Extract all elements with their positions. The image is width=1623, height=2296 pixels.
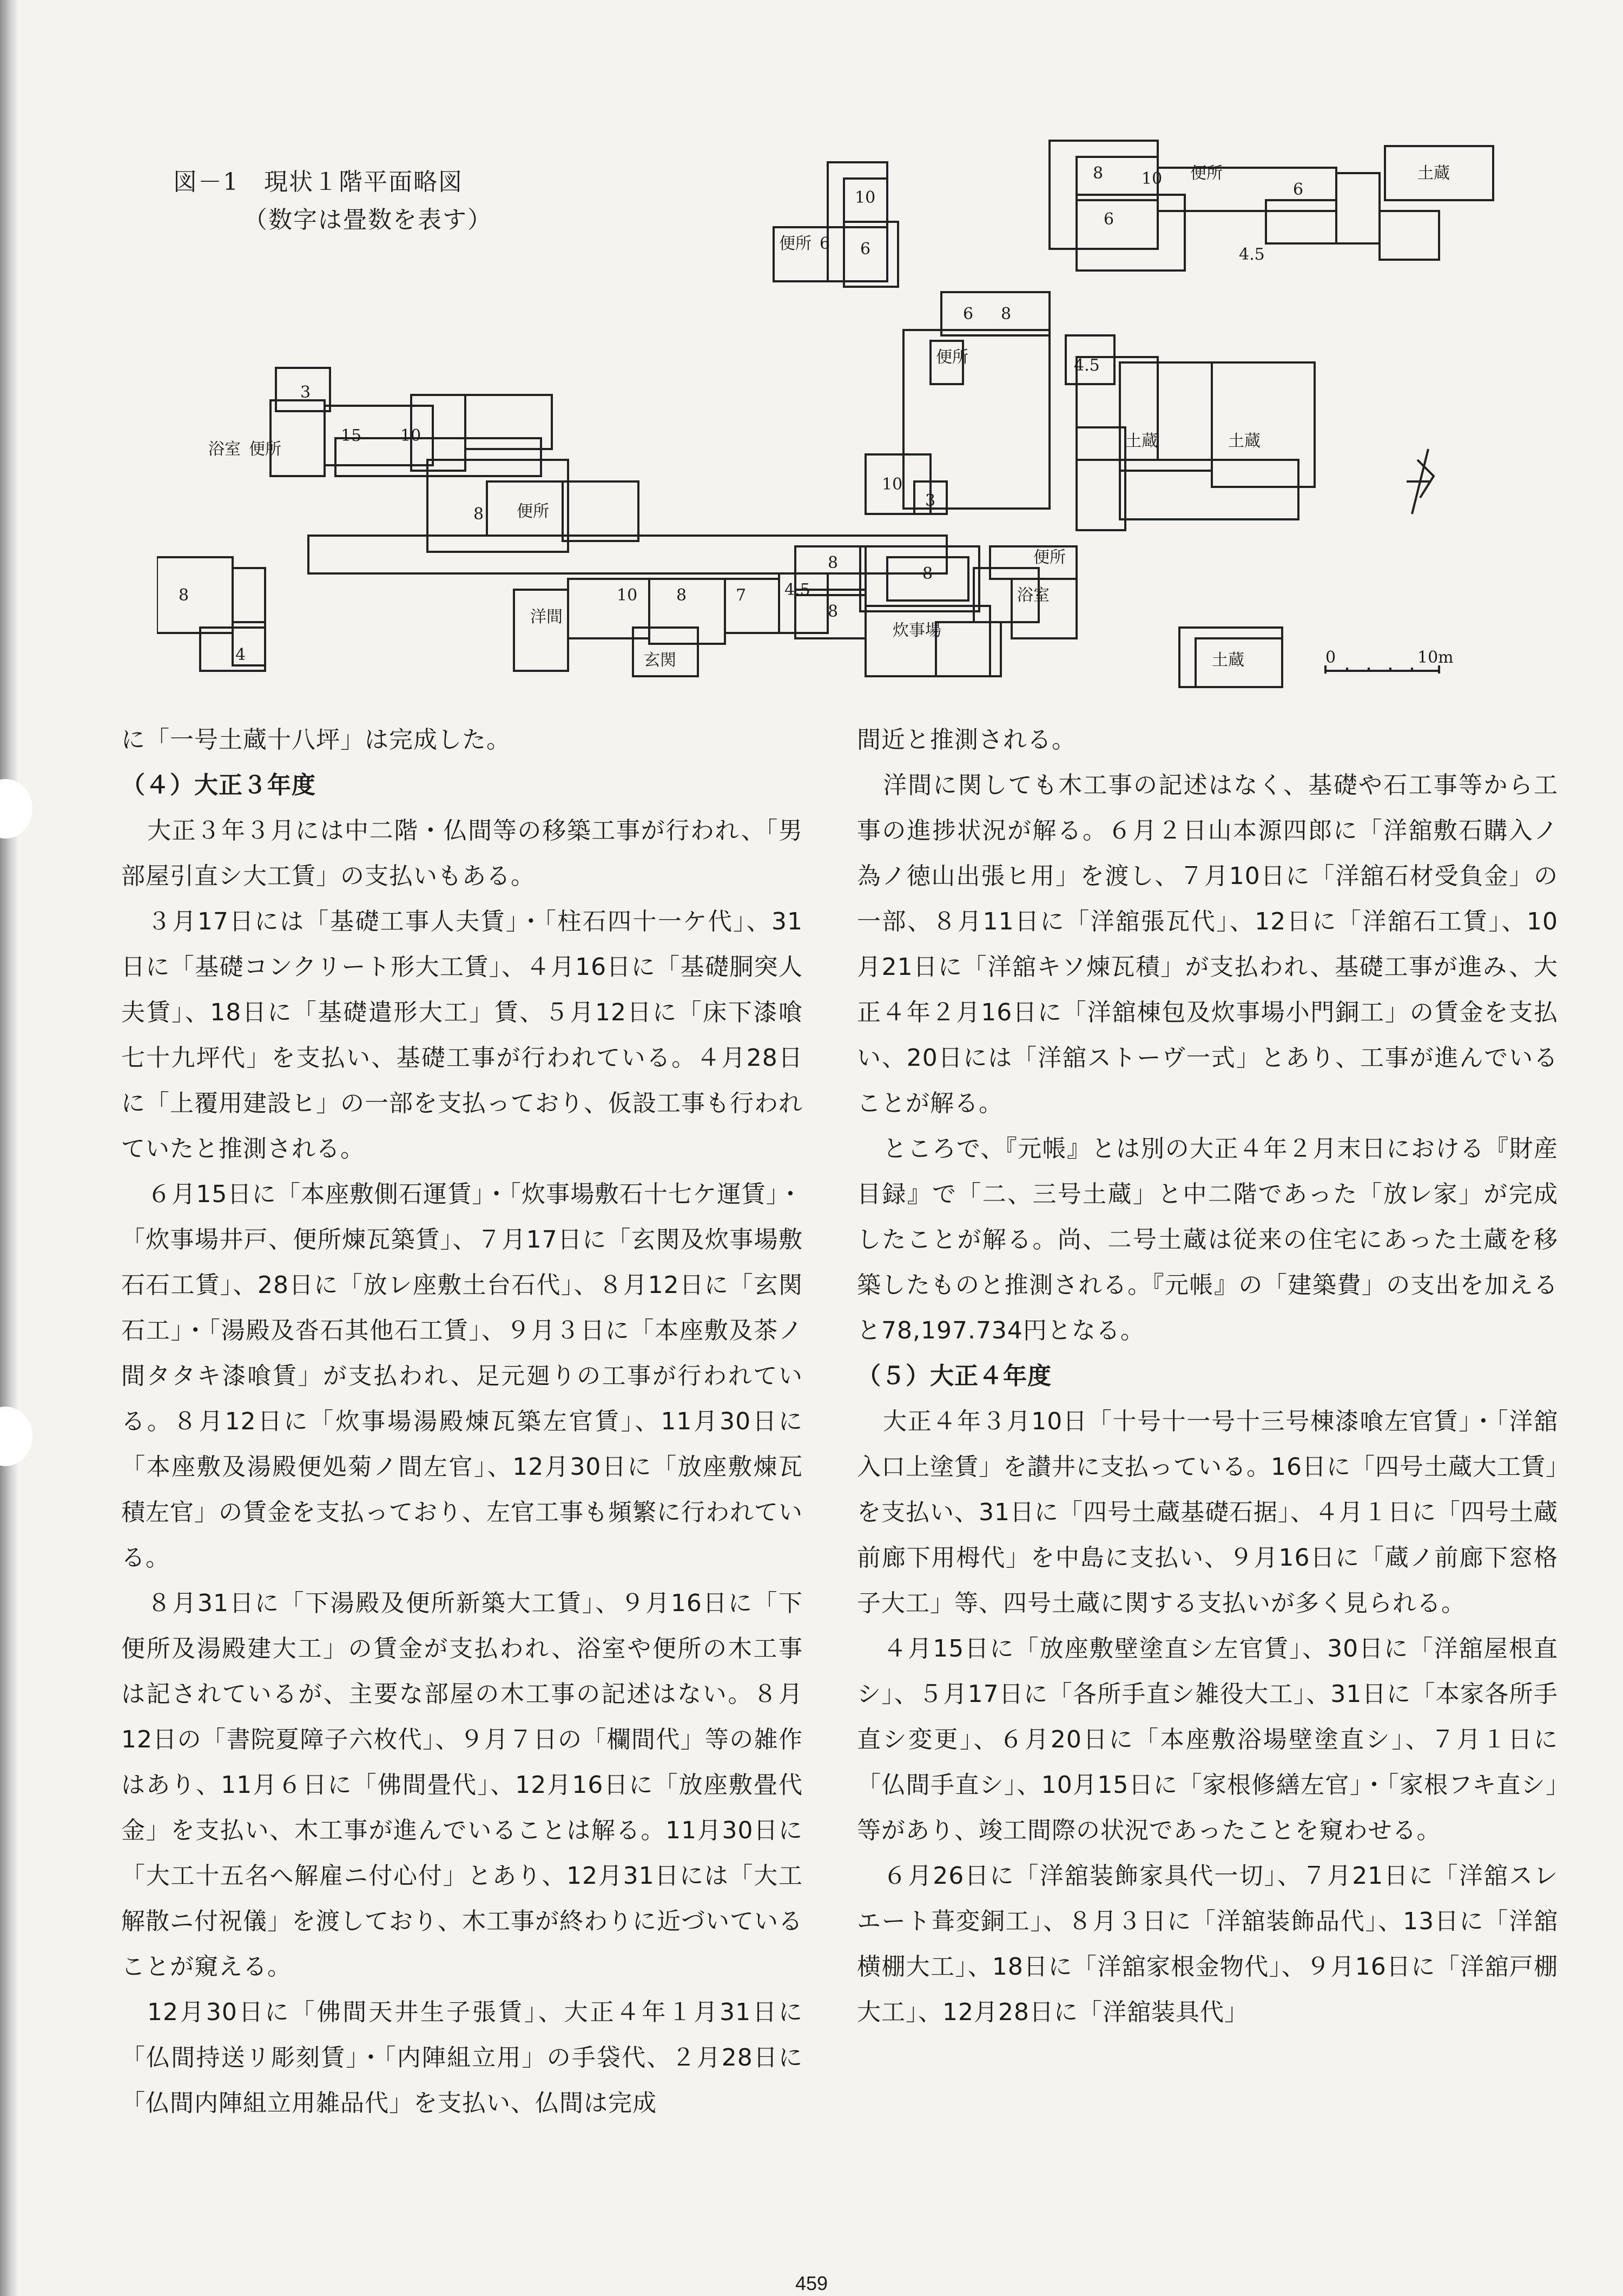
room-label: 4.5 — [1074, 356, 1100, 375]
north-arrow-icon — [1407, 449, 1434, 514]
room-label: 7 — [736, 586, 747, 605]
room-label: 浴室 — [208, 440, 241, 459]
paragraph: ３月17日には「基礎工事人夫賃」・「柱石四十一ケ代」、31日に「基礎コンクリート形大工賃」、４月16日に「基礎胴突人夫賃」、18日に「基礎遣形大工」賃、５月12日に「床下漆喰七十九坪代」を支払い、基礎工事が行われている。４月28日に「上覆用建設ヒ」の一部を支払っており、仮設工事も行われていたと推測される。 — [121, 908, 803, 1163]
room-label: 8 — [1001, 305, 1012, 324]
paragraph: 間近と推測される。 — [857, 726, 1076, 754]
room-label: 土蔵 — [1417, 164, 1450, 183]
room-label: 便所 — [1033, 548, 1066, 567]
page-edge-shadow — [0, 0, 18, 2296]
room-label: 8 — [179, 586, 189, 605]
room-label: 15 — [341, 426, 362, 445]
room-label: 土蔵 — [1228, 432, 1261, 451]
room-label: 4.5 — [784, 580, 810, 599]
left-text-column — [121, 717, 803, 2126]
room-label: 便所 — [249, 440, 281, 459]
paragraph: ６月15日に「本座敷側石運賃」・「炊事場敷石十七ケ運賃」・「炊事場井戸、便所煉瓦築賃」、７月17日に「玄関及炊事場敷石石工賃」、28日に「放レ座敷土台石代」、８月12日に「玄関石工」・「湯殿及沓石其他石工賃」、９月３日に「本座敷及茶ノ間タタキ漆喰賃」が支払われ、足元廻りの工事が行われている。８月12日に「炊事場湯殿煉瓦築左官賃」、11月30日に「本座敷及湯殿便処菊ノ間左官」、12月30日に「放座敷煉瓦積左官」の賃金を支払っており、左官工事も頻繁に行われている。 — [121, 1180, 803, 1572]
room-label: 8 — [1093, 164, 1104, 183]
paragraph: に「一号土蔵十八坪」は完成した。 — [121, 726, 511, 754]
room-label: 浴室 — [1017, 586, 1050, 605]
floor-plan-figure — [157, 124, 1563, 698]
room-label: 便所 — [779, 234, 812, 253]
room-label: 10 — [1142, 169, 1163, 188]
room-label: 3 — [925, 491, 936, 510]
figure-subtitle: （数字は畳数を表す） — [243, 206, 492, 234]
room-label: 炊事場 — [893, 621, 941, 640]
section-heading: （４）大正３年度 — [121, 771, 316, 799]
room-label: 6 — [820, 234, 830, 253]
scale-start-label: 0 — [1325, 648, 1336, 667]
room-label: 10 — [400, 426, 421, 445]
paragraph: ４月15日に「放座敷壁塗直シ左官賃」、30日に「洋舘屋根直シ」、５月17日に「各所手直シ雑役大工」、31日に「本家各所手直シ変更」、６月20日に「本座敷浴場壁塗直シ」、７月１日に「仏間手直シ」、10月15日に「家根修繕左官」・「家根フキ直シ」等があり、竣工間際の状況であったことを窺わせる。 — [857, 1635, 1558, 1844]
room-label: 6 — [963, 305, 974, 324]
room-label: 4.5 — [1239, 245, 1265, 264]
punch-hole-upper — [0, 779, 32, 839]
page-number: 459 — [795, 2272, 828, 2294]
room-label: 8 — [828, 553, 839, 572]
room-label: 玄関 — [644, 651, 676, 670]
room-label: 便所 — [1190, 164, 1223, 183]
figure-title: 図－1 現状１階平面略図 — [173, 168, 463, 196]
paragraph: 12月30日に「佛間天井生子張賃」、大正４年１月31日に「仏間持送リ彫刻賃」・「内陣組立用」の手袋代、２月28日に「仏間内陣組立用雑品代」を支払い、仏間は完成 — [121, 1998, 803, 2117]
scale-end-label: 10m — [1417, 648, 1454, 667]
right-text-column — [857, 717, 1558, 2035]
room-label: 8 — [828, 602, 839, 621]
section-heading: （５）大正４年度 — [857, 1362, 1052, 1390]
room-label: 8 — [676, 586, 687, 605]
room-label: 10 — [617, 586, 638, 605]
paragraph: 大正３年３月には中二階・仏間等の移築工事が行われ、「男部屋引直シ大工賃」の支払いもある。 — [121, 817, 803, 890]
paragraph: 洋間に関しても木工事の記述はなく、基礎や石工事等から工事の進捗状況が解る。６月２日山本源四郎に「洋舘敷石購入ノ為ノ徳山出張ヒ用」を渡し、７月10日に「洋舘石材受負金」の一部、８月11日に「洋舘張瓦代」、12日に「洋舘石工賃」、10月21日に「洋舘キソ煉瓦積」が支払われ、基礎工事が進み、大正４年２月16日に「洋舘棟包及炊事場小門銅工」の賃金を支払い、20日には「洋舘ストーヴ一式」とあり、工事が進んでいることが解る。 — [857, 771, 1559, 1117]
room-label: 8 — [922, 564, 933, 583]
room-label: 6 — [860, 240, 871, 259]
room-label: 土蔵 — [1212, 651, 1244, 670]
room-label: 土蔵 — [1125, 432, 1158, 451]
paragraph: 大正４年３月10日「十号十一号十三号棟漆喰左官賃」・「洋舘入口上塗賃」を讃井に支払っている。16日に「四号土蔵大工賃」を支払い、31日に「四号土蔵基礎石据」、４月１日に「四号土蔵前廊下用栂代」を中島に支払い、９月16日に「蔵ノ前廊下窓格子大工」等、四号土蔵に関する支払いが多く見られる。 — [857, 1408, 1558, 1617]
punch-hole-lower — [0, 1407, 32, 1466]
room-label: 6 — [1104, 210, 1114, 229]
room-label: 10 — [882, 475, 903, 494]
paragraph: ６月26日に「洋舘装飾家具代一切」、７月21日に「洋舘スレエート葺変銅工」、８月３日に「洋舘装飾品代」、13日に「洋舘横棚大工」、18日に「洋舘家根金物代」、９月16日に「洋舘戸棚大工」、12月28日に「洋舘装具代」 — [857, 1862, 1558, 2026]
paragraph: ところで、『元帳』とは別の大正４年２月末日における『財産目録』で「二、三号土蔵」と中二階であった「放レ家」が完成したことが解る。尚、二号土蔵は従来の住宅にあった土蔵を移築したものと推測される。『元帳』の「建築費」の支出を加えると78,197.734円となる。 — [857, 1135, 1558, 1344]
room-label: 3 — [300, 383, 311, 402]
paragraph: ８月31日に「下湯殿及便所新築大工賃」、９月16日に「下便所及湯殿建大工」の賃金が支払われ、浴室や便所の木工事は記されているが、主要な部屋の木工事の記述はない。８月12日の「書院夏障子六枚代」、９月７日の「欄間代」等の雑作はあり、11月６日に「佛間畳代」、12月16日に「放座敷畳代金」を支払い、木工事が進んでいることは解る。11月30日に「大工十五名へ解雇ニ付心付」とあり、12月31日には「大工解散ニ付祝儀」を渡しており、木工事が終わりに近づいていることが窺える。 — [121, 1589, 803, 1981]
room-label: 4 — [235, 645, 246, 664]
room-label: 8 — [473, 505, 484, 524]
room-label: 便所 — [517, 502, 549, 521]
room-label: 6 — [1293, 180, 1304, 199]
room-label: 洋間 — [530, 608, 563, 626]
room-label: 10 — [855, 188, 876, 207]
room-label: 便所 — [936, 348, 968, 367]
